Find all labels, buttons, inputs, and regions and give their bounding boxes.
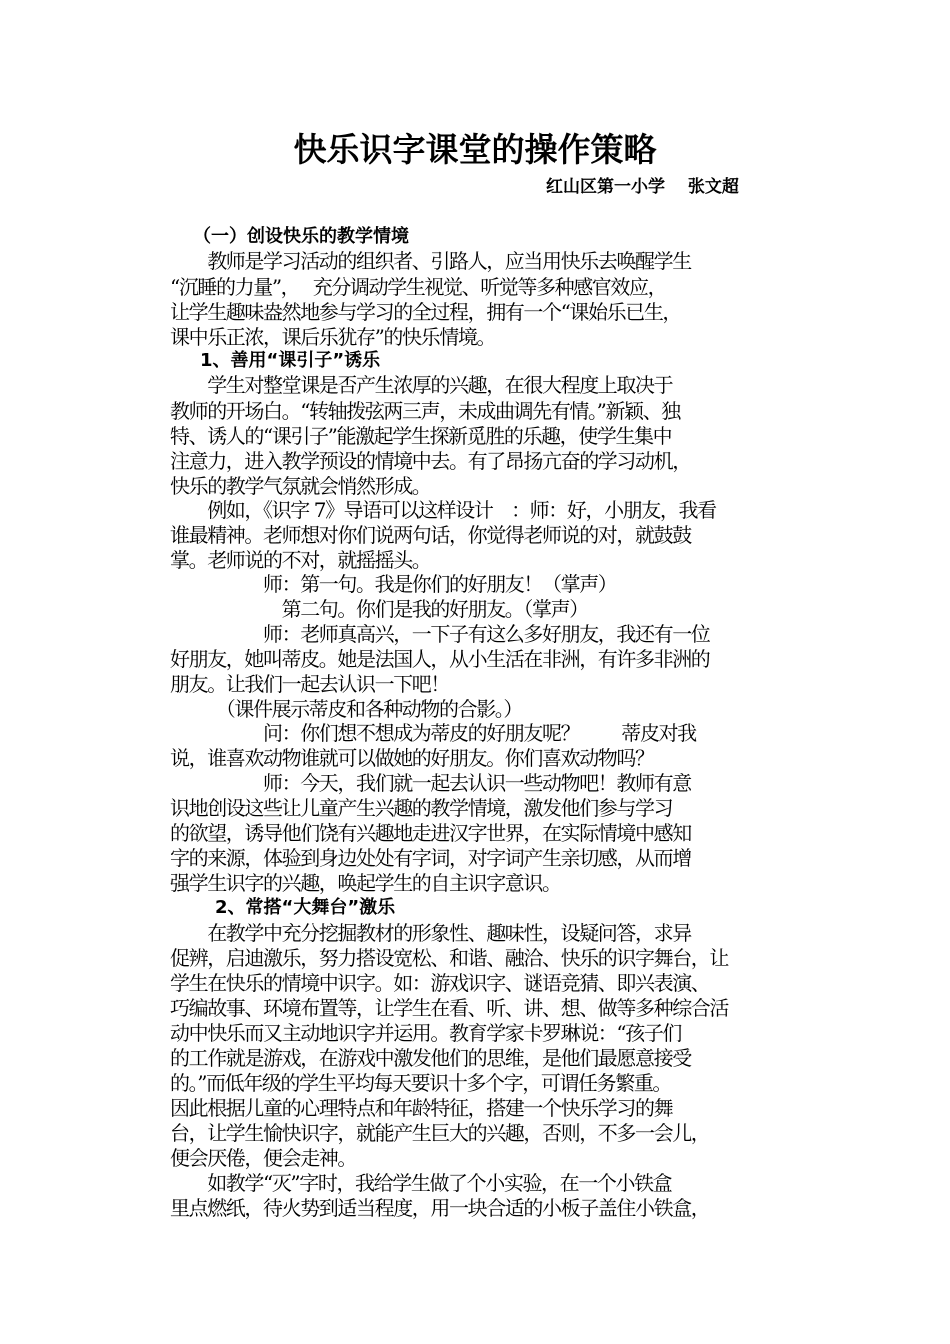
- paragraph-line: 好朋友，她叫蒂皮。她是法国人，从小生活在非洲，有许多非洲的: [170, 647, 710, 671]
- paragraph-line: 课中乐正浓，课后乐犹存”的快乐情境。: [170, 325, 496, 349]
- author-line: 红山区第一小学 张文超: [546, 177, 739, 197]
- paragraph-line: 特、诱人的“课引子”能激起学生探新觅胜的乐趣，使学生集中: [170, 424, 672, 448]
- paragraph-line: 师：第一句。我是你们的好朋友！（掌声）: [170, 572, 617, 596]
- paragraph-line: 里点燃纸，待火势到适当程度，用一块合适的小板子盖住小铁盒，: [170, 1196, 710, 1220]
- paragraph-line: 的工作就是游戏，在游戏中激发他们的思维，是他们最愿意接受: [170, 1046, 691, 1070]
- paragraph-line: “沉睡的力量”， 充分调动学生视觉、听觉等多种感官效应，: [170, 275, 667, 299]
- paragraph-line: 快乐的教学气氛就会悄然形成。: [170, 474, 431, 498]
- paragraph-line: 强学生识字的兴趣，唤起学生的自主识字意识。: [170, 871, 561, 895]
- paragraph-line: 说，谁喜欢动物谁就可以做她的好朋友。你们喜欢动物吗？: [170, 746, 654, 770]
- paragraph-line: 例如，《识字 7》导语可以这样设计 ：师：好，小朋友，我看: [170, 498, 716, 522]
- subsection-heading: 1、善用“课引子”诱乐: [200, 350, 381, 371]
- paragraph-line: 动中快乐而又主动地识字并运用。教育学家卡罗琳说：“孩子们: [170, 1021, 682, 1045]
- paragraph-line: 因此根据儿童的心理特点和年龄特征，搭建一个快乐学习的舞: [170, 1096, 673, 1120]
- paragraph-line: 字的来源，体验到身边处处有字词，对字词产生亲切感，从而增: [170, 846, 691, 870]
- paragraph-line: 掌。老师说的不对，就摇摇头。: [170, 548, 431, 572]
- subsection-heading: 2、常搭“大舞台”激乐: [215, 897, 396, 918]
- paragraph-line: 学生在快乐的情境中识字。如：游戏识字、谜语竞猜、即兴表演、: [170, 971, 710, 995]
- paragraph-line: 教师的开场白。“转轴拨弦两三声，未成曲调先有情。”新颖、独: [170, 399, 680, 423]
- paragraph-line: 师：老师真高兴，一下子有这么多好朋友，我还有一位: [170, 622, 710, 646]
- paragraph-line: 谁最精神。老师想对你们说两句话，你觉得老师说的对，就鼓鼓: [170, 523, 691, 547]
- paragraph-line: 让学生趣味盎然地参与学习的全过程，拥有一个“课始乐已生，: [170, 300, 682, 324]
- paragraph-line: 问：你们想不想成为蒂皮的好朋友呢？ 蒂皮对我: [170, 721, 696, 745]
- paragraph-line: 的欲望，诱导他们饶有兴趣地走进汉字世界，在实际情境中感知: [170, 821, 691, 845]
- paragraph-line: 朋友。让我们一起去认识一下吧！: [170, 672, 449, 696]
- paragraph-line: 师：今天，我们就一起去认识一些动物吧！教师有意: [170, 771, 691, 795]
- paragraph-line: 在教学中充分挖掘教材的形象性、趣味性，设疑问答，求异: [170, 921, 691, 945]
- section-heading: （一）创设快乐的教学情境: [193, 226, 409, 247]
- paragraph-line: 识地创设这些让儿童产生兴趣的教学情境，激发他们参与学习: [170, 796, 673, 820]
- paragraph-line: （课件展示蒂皮和各种动物的合影。）: [170, 697, 522, 721]
- paragraph-line: 第二句。你们是我的好朋友。（掌声）: [170, 597, 588, 621]
- paragraph-line: 如教学“灭”字时，我给学生做了个小实验，在一个小铁盒: [170, 1171, 672, 1195]
- paragraph-line: 的。”而低年级的学生平均每天要识十多个字，可谓任务繁重。: [170, 1071, 672, 1095]
- paragraph-line: 注意力，进入教学预设的情境中去。有了昂扬亢奋的学习动机，: [170, 449, 691, 473]
- paragraph-line: 便会厌倦，便会走神。: [170, 1146, 356, 1170]
- paragraph-line: 巧编故事、环境布置等，让学生在看、听、讲、想、做等多种综合活: [170, 996, 728, 1020]
- paragraph-line: 促辨，启迪激乐，努力搭设宽松、和谐、融洽、快乐的识字舞台，让: [170, 946, 728, 970]
- paragraph-line: 教师是学习活动的组织者、引路人，应当用快乐去唤醒学生: [170, 249, 691, 273]
- document-title: 快乐识字课堂的操作策略: [293, 130, 657, 169]
- paragraph-line: 学生对整堂课是否产生浓厚的兴趣，在很大程度上取决于: [170, 373, 673, 397]
- paragraph-line: 台，让学生愉快识字，就能产生巨大的兴趣，否则，不多一会儿，: [170, 1121, 710, 1145]
